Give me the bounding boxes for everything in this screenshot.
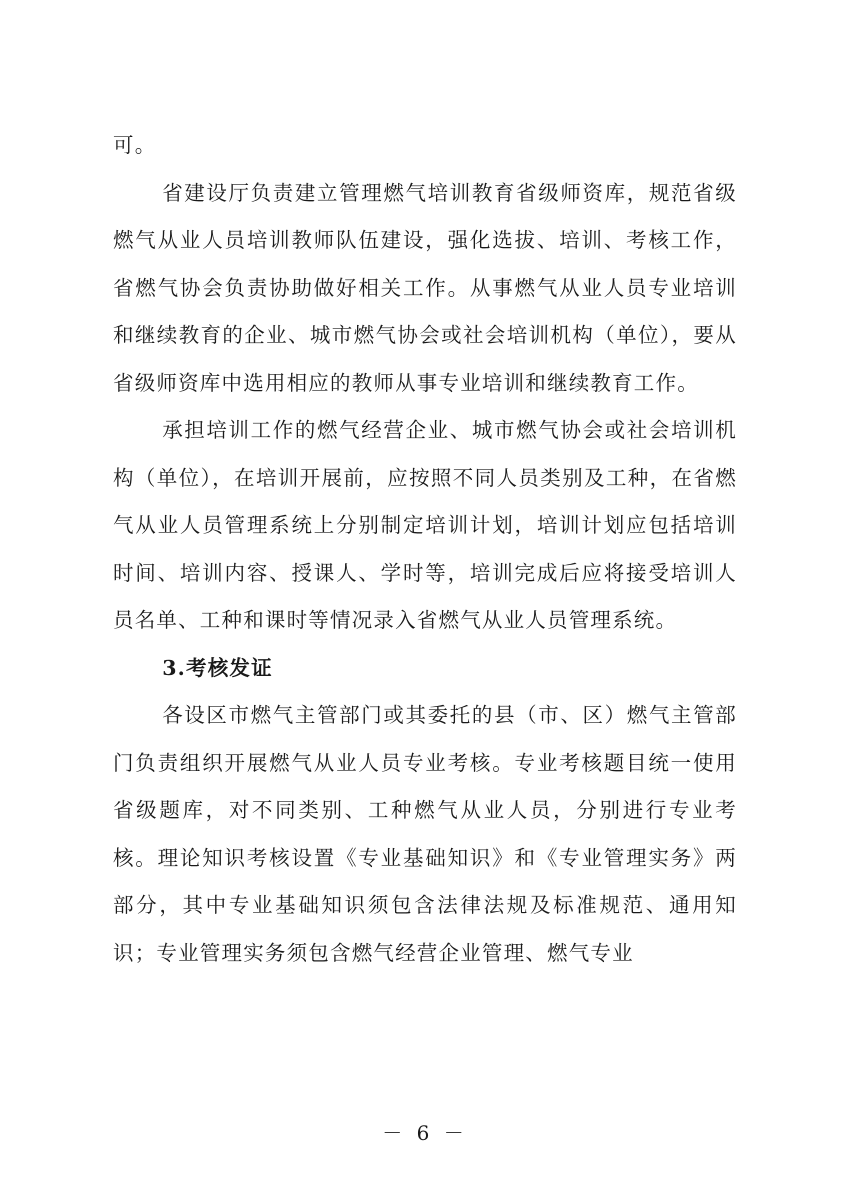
page-number: － 6 － <box>382 1121 468 1145</box>
paragraph-assessment: 各设区市燃气主管部门或其委托的县（市、区）燃气主管部门负责组织开展燃气从业人员专业考核。专业考核题目统一使用省级题库，对不同类别、工种燃气从业人员，分别进行专业考核。理论知识考核设置《专业基础知识》和《专业管理实务》两部分，其中专业基础知识须包含法律法规及标准规范、通用知识；专业管理实务须包含燃气经营企业管理、燃气专业 <box>113 703 737 965</box>
paragraph-training-plan: 承担培训工作的燃气经营企业、城市燃气协会或社会培训机构（单位），在培训开展前，应按照不同人员类别及工种，在省燃气从业人员管理系统上分别制定培训计划，培训计划应包括培训时间、培训内容、授课人、学时等，培训完成后应将接受培训人员名单、工种和课时等情况录入省燃气从业人员管理系统。 <box>113 418 737 632</box>
section-heading: 3.考核发证 <box>162 655 273 680</box>
paragraph-continuation: 可。 <box>113 133 157 157</box>
body-text <box>113 122 737 977</box>
paragraph-teacher-pool: 省建设厅负责建立管理燃气培训教育省级师资库，规范省级燃气从业人员培训教师队伍建设，强化选拔、培训、考核工作，省燃气协会负责协助做好相关工作。从事燃气从业人员专业培训和继续教育的企业、城市燃气协会或社会培训机构（单位），要从省级师资库中选用相应的教师从事专业培训和继续教育工作。 <box>113 180 737 395</box>
